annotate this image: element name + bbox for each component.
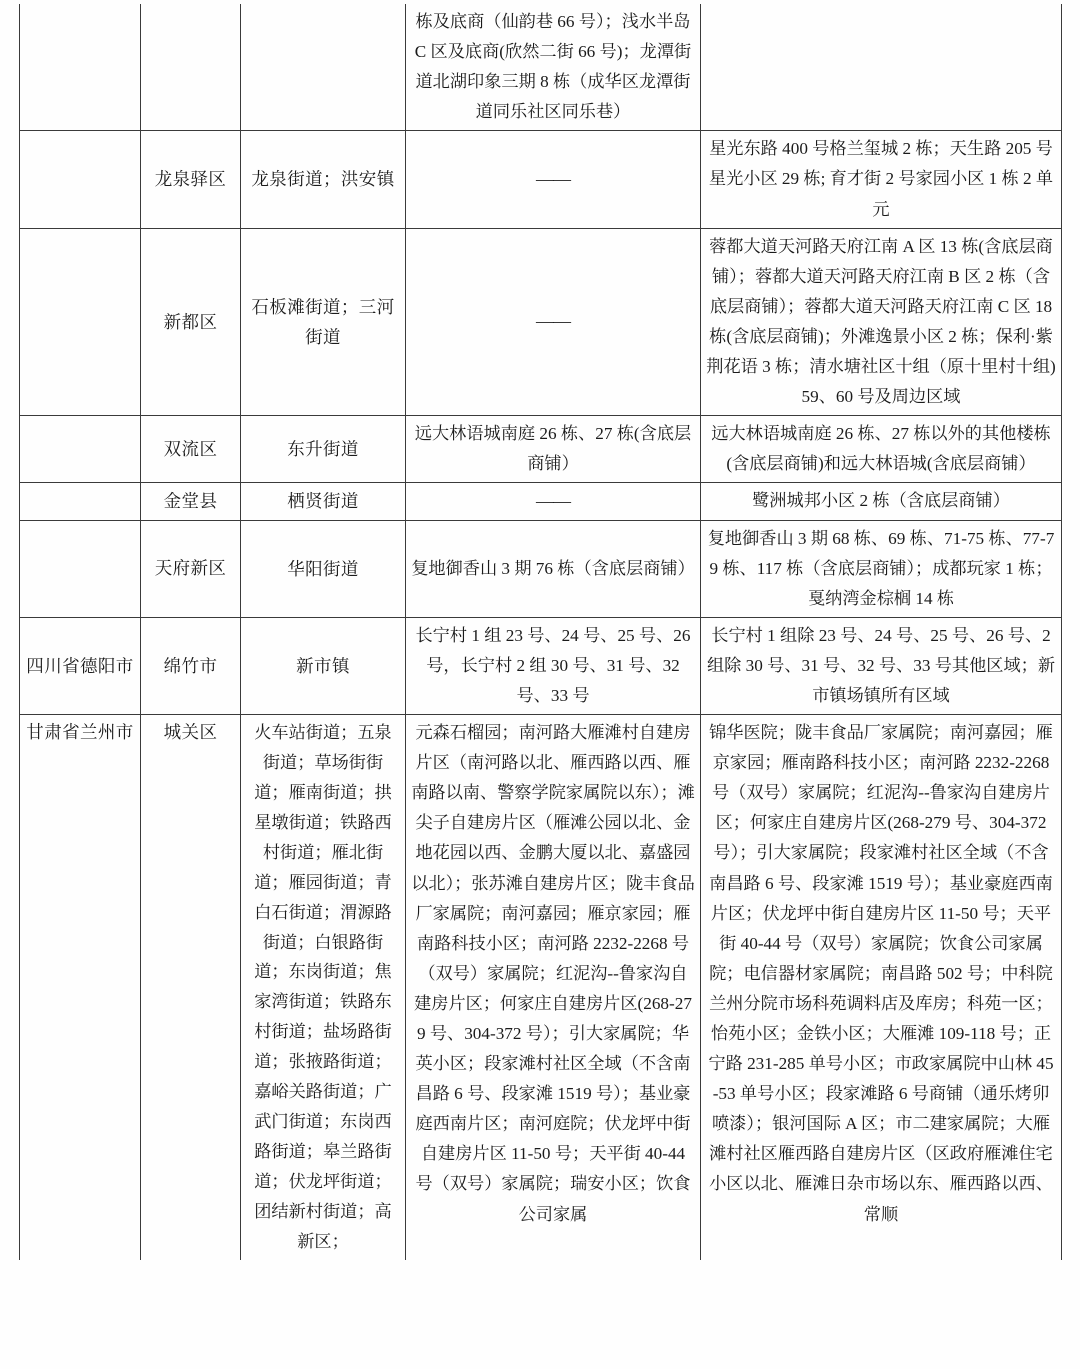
cell-district: 新都区 — [141, 228, 241, 416]
cell-street: 栖贤街道 — [241, 483, 406, 520]
cell-mid-risk: 锦华医院；陇丰食品厂家属院；南河嘉园；雁京家园；雁南路科技小区；南河路 2232-2268 号（双号）家属院；红泥沟--鲁家沟自建房片区；何家庄自建房片区(268-279 号、304-372 号）；引大家属院；段家滩村社区全域（不含南昌路 6 号、段家滩 1519 号）；基业豪庭西南片区；伏龙坪中街自建房片区 11-50 号；天平街 40-44 号（双号）家属院；饮食公司家属院；电信器材家属院；南昌路 502 号；中科院兰州分院市场科苑调料店及库房；科苑一区；怡苑小区；金铁小区；大雁滩 109-118 号；正宁路 231-285 单号小区；市政家属院中山林 45-53 单号小区；段家滩路 6 号商铺（通乐烤卯喷漆）；银河国际 A 区；市二建家属院；大雁滩村社区雁西路自建房片区（区政府雁滩住宅小区以北、雁滩日杂市场以东、雁西路以西、常顺 — [701, 715, 1062, 1260]
cell-high-risk: 元森石榴园；南河路大雁滩村自建房片区（南河路以北、雁西路以西、雁南路以南、警察学院家属院以东）；滩尖子自建房片区（雁滩公园以北、金地花园以西、金鹏大厦以北、嘉盛园以北）；张苏滩自建房片区；陇丰食品厂家属院；南河嘉园；雁京家园；雁南路科技小区；南河路 2232-2268 号（双号）家属院；红泥沟--鲁家沟自建房片区；何家庄自建房片区(268-279 号、304-372 号）；引大家属院；华英小区；段家滩村社区全域（不含南昌路 6 号、段家滩 1519 号）；基业豪庭西南片区；南河庭院；伏龙坪中街自建房片区 11-50 号；天平街 40-44 号（双号）家属院；瑞安小区；饮食公司家属 — [406, 715, 701, 1260]
cell-province: 四川省德阳市 — [20, 617, 141, 714]
cell-mid-risk — [701, 4, 1062, 131]
cell-street — [241, 4, 406, 131]
cell-mid-risk: 长宁村 1 组除 23 号、24 号、25 号、26 号、2 组除 30 号、31 号、32 号、33 号其他区域；新市镇场镇所有区域 — [701, 617, 1062, 714]
cell-district: 天府新区 — [141, 520, 241, 617]
cell-district — [141, 4, 241, 131]
cell-street: 石板滩街道；三河街道 — [241, 228, 406, 416]
cell-province — [20, 228, 141, 416]
table-body — [20, 4, 1062, 1260]
cell-province — [20, 416, 141, 483]
cell-mid-risk: 蓉都大道天河路天府江南 A 区 13 栋(含底层商铺）；蓉都大道天河路天府江南 B 区 2 栋（含底层商铺）；蓉都大道天河路天府江南 C 区 18 栋(含底层商铺)；外滩逸景小区 2 栋；保利·紫荆花语 3 栋；清水塘社区十组（原十里村十组)59、60 号及周边区域 — [701, 228, 1062, 416]
cell-mid-risk: 复地御香山 3 期 68 栋、69 栋、71-75 栋、77-79 栋、117 栋（含底层商铺）；成都玩家 1 栋；戛纳湾金棕榈 14 栋 — [701, 520, 1062, 617]
cell-province — [20, 131, 141, 228]
cell-street: 华阳街道 — [241, 520, 406, 617]
table-row — [20, 617, 1062, 714]
cell-high-risk: 栋及底商（仙韵巷 66 号）；浅水半岛 C 区及底商(欣然二街 66 号)；龙潭街道北湖印象三期 8 栋（成华区龙潭街道同乐社区同乐巷） — [406, 4, 701, 131]
cell-district: 绵竹市 — [141, 617, 241, 714]
table-row — [20, 416, 1062, 483]
cell-street: 火车站街道；五泉街道；草场街街道；雁南街道；拱星墩街道；铁路西村街道；雁北街道；雁园街道；青白石街道；渭源路街道；白银路街道；东岗街道；焦家湾街道；铁路东村街道；盐场路街道；张掖路街道；嘉峪关路街道；广武门街道；东岗西路街道；皋兰路街道；伏龙坪街道；团结新村街道；高新区； — [241, 715, 406, 1260]
cell-street: 龙泉街道；洪安镇 — [241, 131, 406, 228]
cell-street: 东升街道 — [241, 416, 406, 483]
risk-area-table — [19, 4, 1062, 1260]
table-row — [20, 715, 1062, 1260]
cell-district: 龙泉驿区 — [141, 131, 241, 228]
cell-province — [20, 4, 141, 131]
cell-mid-risk: 星光东路 400 号格兰玺城 2 栋；天生路 205 号星光小区 29 栋; 育才街 2 号家园小区 1 栋 2 单元 — [701, 131, 1062, 228]
cell-high-risk: —— — [406, 483, 701, 520]
cell-high-risk: —— — [406, 131, 701, 228]
cell-street: 新市镇 — [241, 617, 406, 714]
cell-district: 城关区 — [141, 715, 241, 1260]
cell-high-risk: 复地御香山 3 期 76 栋（含底层商铺） — [406, 520, 701, 617]
cell-province: 甘肃省兰州市 — [20, 715, 141, 1260]
cell-high-risk: 远大林语城南庭 26 栋、27 栋(含底层商铺） — [406, 416, 701, 483]
cell-high-risk: —— — [406, 228, 701, 416]
table-row — [20, 483, 1062, 520]
table-row — [20, 4, 1062, 131]
cell-mid-risk: 远大林语城南庭 26 栋、27 栋以外的其他楼栋(含底层商铺)和远大林语城(含底层商铺） — [701, 416, 1062, 483]
cell-province — [20, 520, 141, 617]
table-row — [20, 228, 1062, 416]
cell-mid-risk: 鹭洲城邦小区 2 栋（含底层商铺） — [701, 483, 1062, 520]
table-row — [20, 131, 1062, 228]
cell-district: 双流区 — [141, 416, 241, 483]
cell-district: 金堂县 — [141, 483, 241, 520]
cell-high-risk: 长宁村 1 组 23 号、24 号、25 号、26 号，长宁村 2 组 30 号、31 号、32 号、33 号 — [406, 617, 701, 714]
cell-province — [20, 483, 141, 520]
table-row — [20, 520, 1062, 617]
